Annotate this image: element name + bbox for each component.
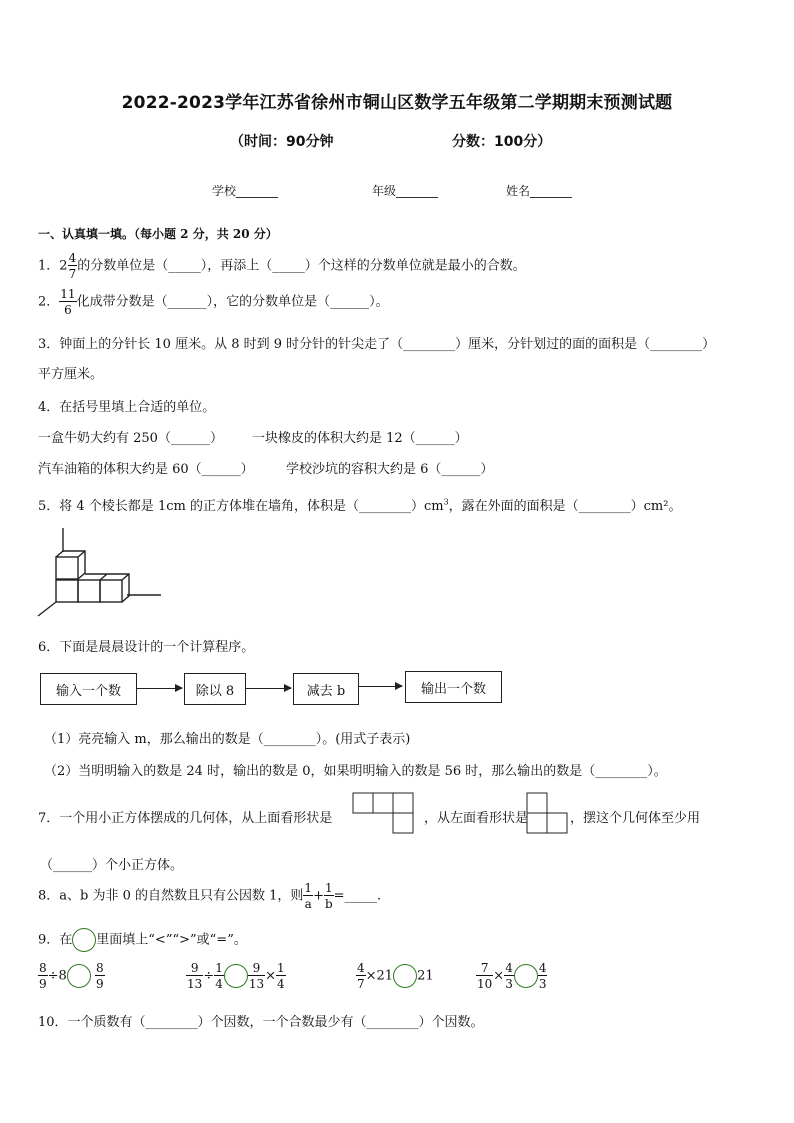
- flow-box-divide: 除以 8: [184, 673, 246, 705]
- question-3-line1: 3．钟面上的分针长 10 厘米。从 8 时到 9 时分针的针尖走了（________）厘米，分针划过的面的面积是（________）: [38, 337, 716, 352]
- school-field[interactable]: 学校_______: [212, 184, 279, 198]
- answer-circle[interactable]: [224, 964, 248, 988]
- question-2: 2． $\frac{11}{6}$ 化成带分数是（______），它的分数单位是（______）。: [38, 287, 389, 317]
- question-7: 7．一个用小正方体摆成的几何体，从上面看形状是: [38, 811, 333, 826]
- name-field[interactable]: 姓名_______: [506, 184, 573, 198]
- question-4b: 一块橡皮的体积大约是 12（______）: [252, 431, 468, 446]
- answer-circle[interactable]: [72, 928, 96, 952]
- answer-circle[interactable]: [67, 964, 91, 988]
- flow-arrow-1: [136, 688, 182, 689]
- question-4c: 汽车油箱的体积大约是 60（______）: [38, 462, 254, 477]
- flow-arrow-2: [245, 688, 291, 689]
- question-7-line2: （______）个小正方体。: [40, 858, 184, 873]
- compare-expr-4: $\frac{7}{10}$ × $\frac{4}{3}$ $\frac{4}{3}$: [477, 961, 547, 991]
- exam-score: 分数：100分）: [452, 134, 552, 150]
- question-3-line2: 平方厘米。: [38, 367, 104, 382]
- cube-stack-figure: [36, 528, 166, 620]
- question-8: 8．a、b 为非 0 的自然数且只有公因数 1，则 $\frac{1}{a}$ + $\frac{1}{b}$ =_____.: [38, 881, 382, 911]
- question-10: 10．一个质数有（________）个因数，一个合数最少有（________）个因数。: [38, 1015, 484, 1030]
- question-5: 5．将 4 个棱长都是 1cm 的正方体堆在墙角，体积是$(\_\_\_\_\_\_\_\_)cm^3$，露在外面的面积是（________）cm²。: [38, 497, 682, 514]
- question-6-part2: （2）当明明输入的数是 24 时，输出的数是 0，如果明明输入的数是 56 时，那么输出的数是（________）。: [44, 764, 667, 779]
- exam-title: 2022-2023学年江苏省徐州市铜山区数学五年级第二学期期末预测试题: [121, 93, 673, 113]
- answer-circle[interactable]: [393, 964, 417, 988]
- flow-box-output: 输出一个数: [405, 671, 502, 703]
- left-view-figure: [526, 792, 570, 834]
- top-view-figure: [352, 792, 416, 834]
- compare-expr-1: $\frac{8}{9}$ ÷8 $\frac{8}{9}$: [39, 961, 104, 991]
- question-1: 1．2 $\frac{4}{7}$ 的分数单位是（_____），再添上（_____）个这样的分数单位就是最小的合数。: [38, 251, 526, 281]
- section-heading: 一、认真填一填。（每小题 2 分，共 20 分）: [38, 227, 278, 241]
- answer-circle[interactable]: [514, 964, 538, 988]
- question-7-end: ，摆这个几何体至少用: [570, 811, 701, 826]
- flow-box-input: 输入一个数: [40, 673, 137, 705]
- compare-expr-2: $\frac{9}{13}$ ÷ $\frac{1}{4}$ $\frac{9}{13}$ × $\frac{1}{4}$: [187, 961, 285, 991]
- question-6-part1: （1）亮亮输入 m，那么输出的数是（________）。(用式子表示): [44, 732, 411, 747]
- question-4d: 学校沙坑的容积大约是 6（______）: [286, 462, 494, 477]
- flow-box-subtract: 减去 b: [293, 673, 359, 705]
- question-7-mid: ，从左面看形状是: [424, 811, 529, 826]
- grade-field[interactable]: 年级_______: [372, 184, 439, 198]
- question-6-intro: 6．下面是晨晨设计的一个计算程序。: [38, 640, 255, 655]
- question-4a: 一盒牛奶大约有 250（______）: [38, 431, 223, 446]
- flow-arrow-3: [358, 686, 402, 687]
- compare-expr-3: $\frac{4}{7}$ ×21 21: [357, 961, 434, 991]
- question-4-intro: 4．在括号里填上合适的单位。: [38, 400, 216, 415]
- exam-time: （时间：90分钟: [230, 134, 334, 150]
- question-9: 9．在 里面填上“<”“>”或“=”。: [38, 928, 247, 952]
